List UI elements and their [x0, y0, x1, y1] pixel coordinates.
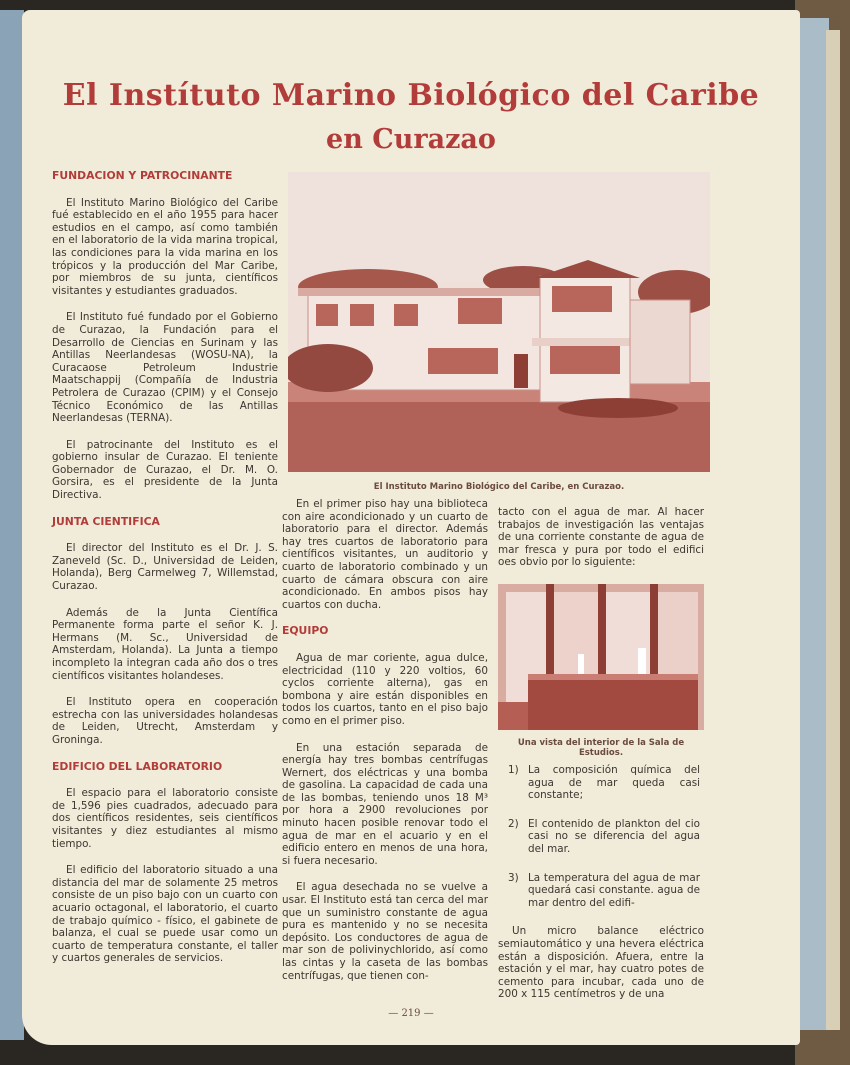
study-room-photo — [498, 584, 704, 730]
list-text: La composición química del agua de mar queda casi constante; — [528, 764, 700, 802]
page-number: — 219 — — [388, 1008, 434, 1019]
building-photo — [288, 172, 710, 472]
article-title: El Instítuto Marino Biológico del Caribe — [62, 78, 760, 113]
photo-caption-study-room: Una vista del interior de la Sala de Estudios. — [517, 738, 685, 758]
heading-edificio: EDIFICIO DEL LABORATORIO — [52, 759, 223, 773]
list-item — [498, 764, 704, 802]
column-3 — [498, 506, 704, 583]
article-title-line2: en Curazao — [326, 124, 496, 155]
paragraph: tacto con el agua de mar. Al hacer trabajos de investigación las ventajas de una corriente constante de agua de mar fresca y pura por todo el edifici oes obvio por lo siguiente: — [498, 506, 704, 569]
building-photo-image — [288, 172, 710, 472]
list-number: 1) — [508, 764, 519, 776]
list-text: La temperatura del agua de mar quedará casi constante. agua de mar dentro del edifi- — [528, 871, 700, 909]
paragraph: Agua de mar coriente, agua dulce, electricidad (110 y 220 voltios, 60 cyclos corriente alterna), gas en bombona y aire están disponibles en todos los cuartos, tanto en el piso bajo como en el primer piso. — [282, 651, 488, 727]
heading-equipo: EQUIPO — [282, 624, 329, 638]
paragraph: El Instituto opera en cooperación estrecha con las universidades holandesas de Leiden, Utrecht, Amsterdam y Groninga. — [52, 696, 278, 746]
column-3-lower — [498, 764, 704, 1015]
heading-junta: JUNTA CIENTIFICA — [52, 514, 160, 528]
paragraph: El Instituto fué fundado por el Gobierno de Curazao, la Fundación para el Desarrollo de Ciencias en Surinam y las Antillas Neerlandesas (WOSU-NA), la Curacaose Petroleum Industrie Maatschappij (Compañía de Industria Petrolera de Curazao (CPIM) y el Consejo Técnico Económico de las Antillas Neerlandesas (TERNA). — [52, 311, 278, 425]
list-number: 2) — [508, 817, 519, 830]
heading-fundacion: FUNDACION Y PATROCINANTE — [52, 169, 233, 182]
paragraph: El patrocinante del Instituto es el gobierno insular de Curazao. El teniente Gobernador de Curazao, el Dr. M. O. Gorsira, es el presidente de la Junta Directiva. — [52, 438, 278, 502]
photo-caption-building: El Instituto Marino Biológico del Caribe, en Curazao. — [373, 482, 625, 492]
paragraph: Además de la Junta Científica Permanente forma parte el señor K. J. Hermans (M. Sc., Universidad de Amsterdam, Holanda). La Junta a tiempo incompleto la integran cada año dos o tres científicos visitantes holandeses. — [52, 606, 278, 682]
paragraph: El espacio para el laboratorio consiste de 1,596 pies cuadrados, adecuado para dos científicos residentes, seis científicos visitantes y diez estudiantes al mismo tiempo. — [52, 787, 278, 850]
conditions-list — [498, 764, 704, 909]
column-2 — [282, 498, 488, 996]
paragraph: El Instituto Marino Biológico del Caribe fué establecido en el año 1955 para hacer estudios en el campo, así como también en el laboratorio de la vida marina tropical, las condiciones para la vida marina en los trópicos y la producción del Mar Caribe, por miembros de su junta, científicos visitantes y estudiantes graduados. — [52, 196, 278, 297]
paragraph: En el primer piso hay una biblioteca con aire acondicionado y un cuarto de laboratorio para el director. Además hay tres cuartos de laboratorio para científicos visitantes, un auditorio y cuarto de laboratorio combinado y un cuarto de cámara obscura con aire acondicionado. En ambos pisos hay cuartos con ducha. — [282, 498, 488, 611]
page-edge-cream — [826, 30, 840, 1030]
page-edge-blue — [797, 18, 829, 1030]
page-edge-left — [0, 10, 24, 1040]
list-item — [498, 872, 704, 910]
paragraph: El director del Instituto es el Dr. J. S. Zaneveld (Sc. D., Universidad de Leiden, Holanda), Berg Carmelweg 7, Willemstad, Curazao. — [52, 542, 278, 593]
paragraph: El agua desechada no se vuelve a usar. El Instituto está tan cerca del mar que un suministro constante de agua pura es mantenido y no se necesita depósito. Los conductores de agua de mar son de polivinychlorido, así como las cintas y la caseta de las bombas centrífugas, que tienen con- — [282, 881, 488, 982]
magazine-page — [22, 10, 800, 1045]
paragraph: Un micro balance eléctrico semiautomático y una hevera eléctrica están a disposición. Afuera, entre la estación y el mar, hay cuatro potes de cemento para incubar, cada uno de 200 x 115 centímetros y de una — [498, 925, 704, 1001]
column-1 — [52, 166, 278, 979]
study-room-photo-image — [498, 584, 704, 730]
paragraph: El edificio del laboratorio situado a una distancia del mar de solamente 25 metros consiste de un piso bajo con un cuarto con acuario octagonal, el laboratorio, el cuarto de trabajo químico - físico, el gabinete de balanza, el cual se puede usar como un cuarto de temperatura constante, el taller y cuartos generales de servicios. — [52, 864, 278, 965]
paragraph: En una estación separada de energía hay tres bombas centrífugas Wernert, dos eléctricas y una bomba de gasolina. La capacidad de cada una de las bombas, teniendo unos 18 M³ por hora a 2900 revoluciones por minuto hacen posible renovar todo el agua de mar en el acuario y en el edificio entero en menos de una hora, si fuera necesario. — [282, 741, 488, 867]
list-number: 3) — [508, 871, 519, 884]
list-text: El contenido de plankton del cio casi no se diferencia del agua del mar. — [528, 817, 700, 855]
list-item — [498, 818, 704, 856]
